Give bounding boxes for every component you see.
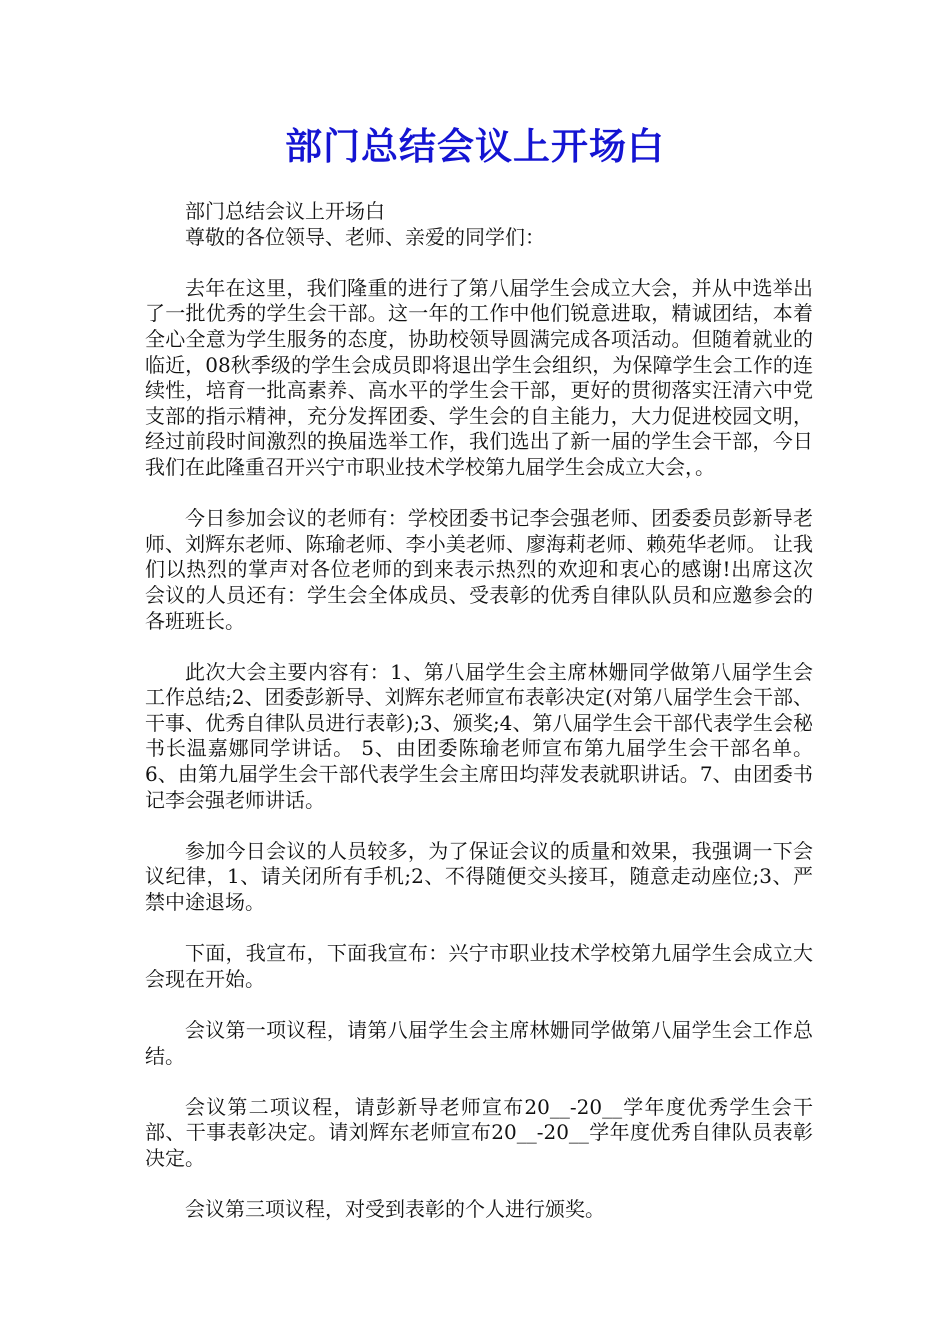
document-title: 部门总结会议上开场白 [285, 125, 665, 168]
paragraph-spacer [145, 250, 813, 276]
paragraph-spacer [145, 1172, 813, 1198]
paragraph-spacer [145, 992, 813, 1018]
paragraph-3: 此次大会主要内容有：1、第八届学生会主席林姗同学做第八届学生会工作总结;2、团委彭新导、刘辉东老师宣布表彰决定(对第八届学生会干部、干事、优秀自律队员进行表彰);3、颁奖;4、第八届学生会干部代表学生会秘书长温嘉娜同学讲话。 5、由团委陈瑜老师宣布第九届学生会干部名单。6、由第九届学生会干部代表学生会主席田均萍发表就职讲话。7、由团委书记李会强老师讲话。 [145, 659, 813, 812]
paragraph-4: 参加今日会议的人员较多，为了保证会议的质量和效果，我强调一下会议纪律，1、请关闭所有手机;2、不得随便交头接耳，随意走动座位;3、严禁中途退场。 [145, 838, 813, 915]
paragraph-1: 去年在这里，我们隆重的进行了第八届学生会成立大会，并从中选举出了一批优秀的学生会干部。这一年的工作中他们锐意进取，精诚团结，本着全心全意为学生服务的态度，协助校领导圆满完成各项活动。但随着就业的临近，08秋季级的学生会成员即将退出学生会组织，为保障学生会工作的连续性，培育一批高素养、高水平的学生会干部，更好的贯彻落实汪清六中党支部的指示精神，充分发挥团委、学生会的自主能力，大力促进校园文明，经过前段时间激烈的换届选举工作，我们选出了新一届的学生会干部，今日我们在此隆重召开兴宁市职业技术学校第九届学生会成立大会，。 [145, 275, 813, 479]
greeting-line: 尊敬的各位领导、老师、亲爱的同学们： [185, 224, 545, 249]
subtitle-line: 部门总结会议上开场白 [185, 199, 385, 223]
paragraph-8: 会议第三项议程，对受到表彰的个人进行颁奖。 [185, 1197, 605, 1222]
paragraph-2: 今日参加会议的老师有：学校团委书记李会强老师、团委委员彭新导老师、刘辉东老师、陈瑜老师、李小美老师、廖海莉老师、赖苑华老师。 让我们以热烈的掌声对各位老师的到来表示热烈的欢迎和衷心的感谢!出席这次会议的人员还有：学生会全体成员、受表彰的优秀自律队队员和应邀参会的各班班长。 [145, 506, 813, 633]
paragraph-6: 会议第一项议程，请第八届学生会主席林姗同学做第八届学生会工作总结。 [145, 1018, 813, 1068]
paragraph-7: 会议第二项议程，请彭新导老师宣布20__-20__学年度优秀学生会干部、干事表彰决定。请刘辉东老师宣布20__-20__学年度优秀自律队员表彰决定。 [145, 1094, 813, 1170]
paragraph-spacer [145, 634, 813, 660]
paragraph-spacer [145, 813, 813, 839]
paragraph-spacer [145, 481, 813, 507]
paragraph-spacer [145, 1069, 813, 1095]
paragraph-spacer [145, 916, 813, 942]
paragraph-5: 下面，我宣布，下面我宣布：兴宁市职业技术学校第九届学生会成立大会现在开始。 [145, 941, 813, 991]
document-body [145, 199, 813, 1223]
